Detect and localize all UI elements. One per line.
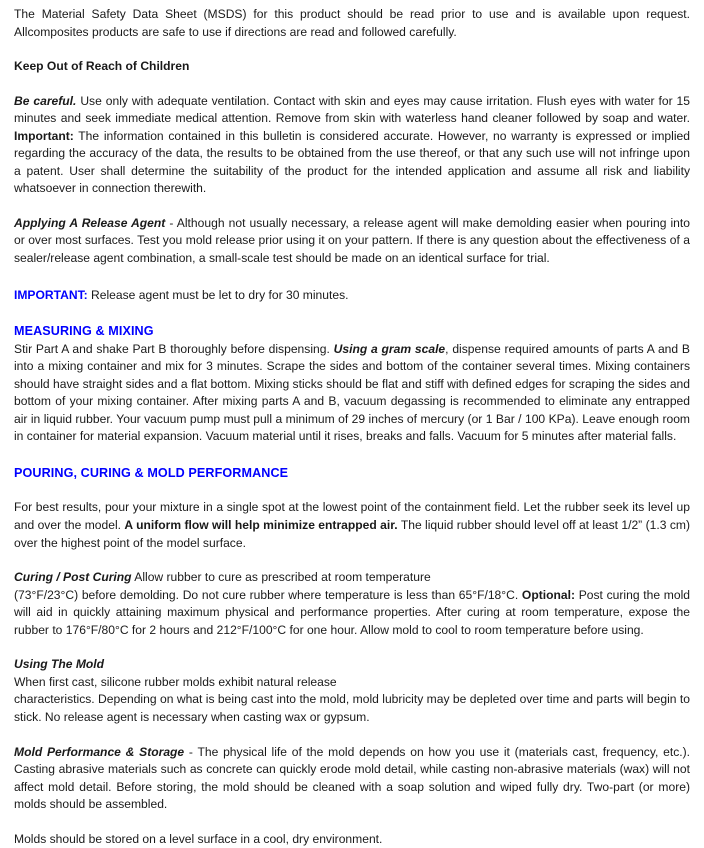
measuring-part2: , dispense required amounts of parts A and B into a mixing container and mix for 3 minutes. Scrape the sides and bottom of the container several times. Mixing containers should have straight sides and a flat bottom. Mixing sticks should be flat and stiff with defined edges for scraping the sides and bottom of your mixing container. After mixing parts A and B, vacuum degassing is recommended to eliminate any entrapped air in liquid rubber. Your vacuum pump must pull a minimum of 29 inches of mercury (or 1 Bar / 100 KPa). Leave enough room in container for material expansion. Vacuum material until it rises, breaks and falls. Vacuum for 5 minutes after material falls. (14, 341, 690, 444)
section-heading-measuring-mixing: MEASURING & MIXING (14, 324, 154, 339)
important-release-line (14, 287, 690, 305)
spacer (14, 639, 690, 656)
curing-first-line (14, 569, 690, 587)
pouring-paragraph (14, 499, 690, 552)
curing-part1: (73°F/23°C) before demolding. Do not cure rubber where temperature is less than 65°F/18°C. (14, 587, 522, 602)
spacer (14, 41, 690, 58)
important-release-label: IMPORTANT: (14, 287, 88, 302)
safety-paragraph (14, 93, 690, 198)
curing-paragraph (14, 587, 690, 640)
pouring-emphasis: A uniform flow will help minimize entrapped air. (124, 518, 398, 533)
measuring-paragraph (14, 341, 690, 446)
spacer (14, 814, 690, 831)
keep-out-of-reach-heading: Keep Out of Reach of Children (14, 59, 190, 74)
spacer (14, 446, 690, 465)
measuring-part1: Stir Part A and shake Part B thoroughly before dispensing. (14, 341, 334, 356)
curing-line1: Allow rubber to cure as prescribed at room temperature (131, 570, 431, 585)
curing-lead: Curing / Post Curing (14, 570, 132, 585)
be-careful-lead: Be careful. (14, 93, 77, 108)
using-the-mold-heading: Using The Mold (14, 657, 105, 672)
pouring-part1: For best results, pour your mixture in a single spot at the lowest point of the containment field. Let the rubber seek its level up and over the model. (14, 500, 690, 533)
curing-part2: Post curing the mold will aid in quickly attaining maximum physical and performance properties. After curing at room temperature, expose the rubber to 176°F/80°C for 2 hours and 212°F/100°C for one hour. Allow mold to cool to room temperature before using. (14, 587, 691, 637)
spacer (14, 727, 690, 744)
spacer (14, 552, 690, 569)
section-heading-pouring-curing: POURING, CURING & MOLD PERFORMANCE (14, 465, 289, 480)
final-note: Molds should be stored on a level surface in a cool, dry environment. (14, 831, 383, 846)
release-agent-lead: Applying A Release Agent (14, 215, 166, 230)
important-release-body: Release agent must be let to dry for 30 minutes. (87, 287, 349, 302)
spacer (14, 76, 690, 93)
spacer (14, 482, 690, 499)
release-agent-paragraph (14, 215, 690, 268)
storage-paragraph (14, 744, 690, 814)
spacer (14, 268, 690, 287)
curing-optional-label: Optional: (521, 587, 575, 602)
using-mold-first-line: When first cast, silicone rubber molds exhibit natural release (14, 674, 337, 689)
storage-lead: Mold Performance & Storage (14, 744, 185, 759)
measuring-emphasis: Using a gram scale (333, 341, 446, 356)
release-agent-body: - Although not usually necessary, a release agent will make demolding easier when pouring into or over most surfaces. Test you mold release prior using it on your pattern. If there is any question about the effectiveness of a sealer/release agent combination, a small-scale test should be made on an identical surface for trial. (14, 215, 690, 266)
be-careful-body: Use only with adequate ventilation. Contact with skin and eyes may cause irritation. Flush eyes with water for 15 minutes and seek immediate medical attention. Remove from skin with waterless hand cleaner followed by soap and water. (14, 93, 690, 126)
important-lead: Important: (14, 128, 74, 143)
important-body: The information contained in this bulletin is considered accurate. However, no warranty is expressed or implied regarding the accuracy of the data, the results to be obtained from the use thereof, or that any such use will not infringe upon a patent. User shall determine the suitability of the product for the intended application and assume all risk and liability whatsoever in connection therewith. (14, 128, 690, 196)
using-mold-paragraph: characteristics. Depending on what is being cast into the mold, mold lubricity may be depleted over time and parts will begin to stick. No release agent is necessary when casting wax or gypsum. (14, 692, 690, 724)
pouring-part2: The liquid rubber should level off at least 1/2” (1.3 cm) over the highest point of the model surface. (14, 518, 690, 550)
storage-body: - The physical life of the mold depends on how you use it (materials cast, frequency, etc.). Casting abrasive materials such as concrete can quickly erode mold detail, while casting non-abrasive materials (wax) will not affect mold detail. Before storing, the mold should be cleaned with a soap solution and wiped fully dry. Two-part (or more) molds should be assembled. (14, 744, 690, 812)
spacer (14, 304, 690, 323)
spacer (14, 198, 690, 215)
msds-paragraph: The Material Safety Data Sheet (MSDS) for this product should be read prior to use and is available upon request. Allcomposites products are safe to use if directions are read and followed carefully. (14, 7, 690, 39)
